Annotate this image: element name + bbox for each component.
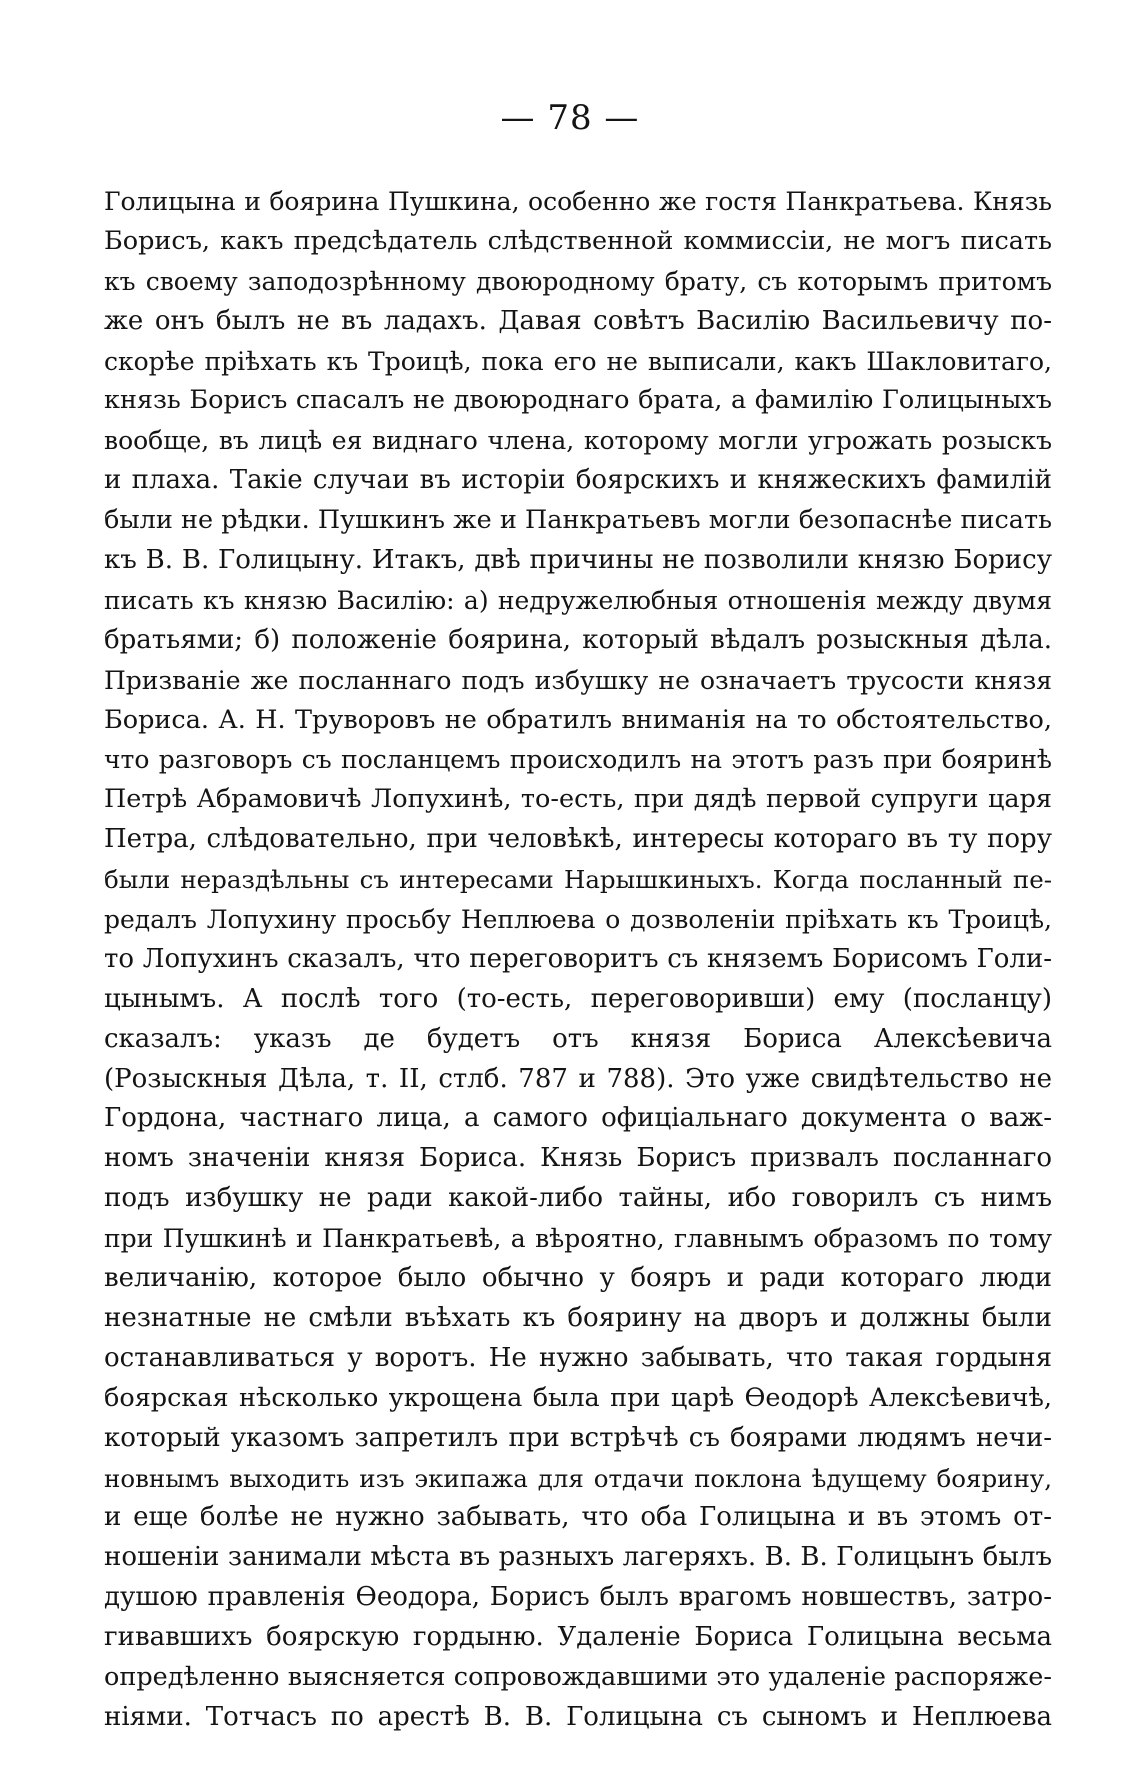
text-line: Голицына и боярина Пушкина, особенно же гостя Панкратьева. Князь xyxy=(104,187,1052,216)
text-line: новнымъ выходить изъ экипажа для отдачи поклона ѣдущему боярину, xyxy=(104,1463,1052,1493)
text-line: скорѣе пріѣхать къ Троицѣ, пока его не выписали, какъ Шакловитаго, xyxy=(104,346,1052,376)
text-line: редалъ Лопухину просьбу Неплюева о дозволеніи пріѣхать къ Троицѣ, xyxy=(104,905,1052,935)
body-text xyxy=(104,182,1052,1738)
text-line: который указомъ запретилъ при встрѣчѣ съ боярами людямъ нечи- xyxy=(104,1422,1052,1453)
text-line: Петрѣ Абрамовичѣ Лопухинѣ, то-есть, при дядѣ первой супруги царя xyxy=(104,784,1052,815)
text-line: и еще болѣе не нужно забывать, что оба Голицына и въ этомъ от- xyxy=(104,1502,1052,1533)
text-line: величанію, которое было обычно у бояръ и ради котораго люди xyxy=(104,1263,1052,1294)
text-line: опредѣленно выясняется сопровождавшими это удаленіе распоряже- xyxy=(104,1661,1052,1692)
text-line: ношеніи занимали мѣста въ разныхъ лагеряхъ. В. В. Голицынъ былъ xyxy=(104,1542,1052,1573)
text-line: Бориса. А. Н. Труворовъ не обратилъ вниманія на то обстоятельство, xyxy=(104,704,1052,735)
text-line: при Пушкинѣ и Панкратьевѣ, а вѣроятно, главнымъ образомъ по тому xyxy=(104,1224,1052,1254)
text-line: (Розыскныя Дѣла, т. II, стлб. 787 и 788). Это уже свидѣтельство не xyxy=(104,1063,1052,1094)
text-line: сказалъ: указъ де будетъ отъ князя Бориса Алексѣевича xyxy=(104,1023,1052,1054)
text-line: и плаха. Такіе случаи въ исторіи боярскихъ и княжескихъ фамилій xyxy=(104,465,1052,496)
text-line: же онъ былъ не въ ладахъ. Давая совѣтъ Василію Васильевичу по- xyxy=(104,305,1052,336)
text-line: Гордона, частнаго лица, а самого офиціальнаго документа о важ- xyxy=(104,1103,1052,1134)
text-line: были нераздѣльны съ интересами Нарышкиныхъ. Когда посланный пе- xyxy=(104,865,1052,895)
text-line: останавливаться у воротъ. Не нужно забывать, что такая гордыня xyxy=(104,1342,1052,1373)
text-line: писать къ князю Василію: а) недружелюбныя отношенія между двумя xyxy=(104,585,1052,615)
text-line: что разговоръ съ посланцемъ происходилъ на этотъ разъ при бояринѣ xyxy=(104,745,1052,775)
text-line: Петра, слѣдовательно, при человѣкѣ, интересы котораго въ ту пору xyxy=(104,824,1052,855)
text-line: душою правленія Ѳеодора, Борисъ былъ врагомъ новшествъ, затро- xyxy=(104,1582,1052,1613)
text-line: братьями; б) положеніе боярина, который вѣдалъ розыскныя дѣла. xyxy=(104,624,1052,655)
text-line: были не рѣдки. Пушкинъ же и Панкратьевъ могли безопаснѣе писать xyxy=(104,505,1052,536)
text-line: къ своему заподозрѣнному двоюродному брату, съ которымъ притомъ xyxy=(104,266,1052,296)
text-line: то Лопухинъ сказалъ, что переговоритъ съ княземъ Борисомъ Голи- xyxy=(104,943,1052,974)
page-number: — 78 — xyxy=(500,98,640,138)
text-line: подъ избушку не ради какой-либо тайны, ибо говорилъ съ нимъ xyxy=(104,1183,1052,1214)
text-line: незнатные не смѣли въѣхать къ боярину на дворъ и должны были xyxy=(104,1302,1052,1333)
text-line: вообще, въ лицѣ ея виднаго члена, которому могли угрожать розыскъ xyxy=(104,426,1052,456)
text-line: номъ значеніи князя Бориса. Князь Борисъ призвалъ посланнаго xyxy=(104,1143,1052,1174)
text-line: цынымъ. А послѣ того (то-есть, переговоривши) ему (посланцу) xyxy=(104,983,1052,1014)
text-line: Борисъ, какъ предсѣдатель слѣдственной коммиссіи, не могъ писать xyxy=(104,225,1052,256)
text-line: боярская нѣсколько укрощена была при царѣ Ѳеодорѣ Алексѣевичѣ, xyxy=(104,1382,1052,1413)
text-line: гивавшихъ боярскую гордыню. Удаленіе Бориса Голицына весьма xyxy=(104,1622,1052,1653)
text-line: князь Борисъ спасалъ не двоюроднаго брата, а фамилію Голицыныхъ xyxy=(104,385,1052,416)
text-line: ніями. Тотчасъ по арестѣ В. В. Голицына съ сыномъ и Неплюева xyxy=(104,1701,1052,1732)
text-line: Призваніе же посланнаго подъ избушку не означаетъ трусости князя xyxy=(104,665,1052,695)
text-line: къ В. В. Голицыну. Итакъ, двѣ причины не позволили князю Борису xyxy=(104,545,1052,576)
